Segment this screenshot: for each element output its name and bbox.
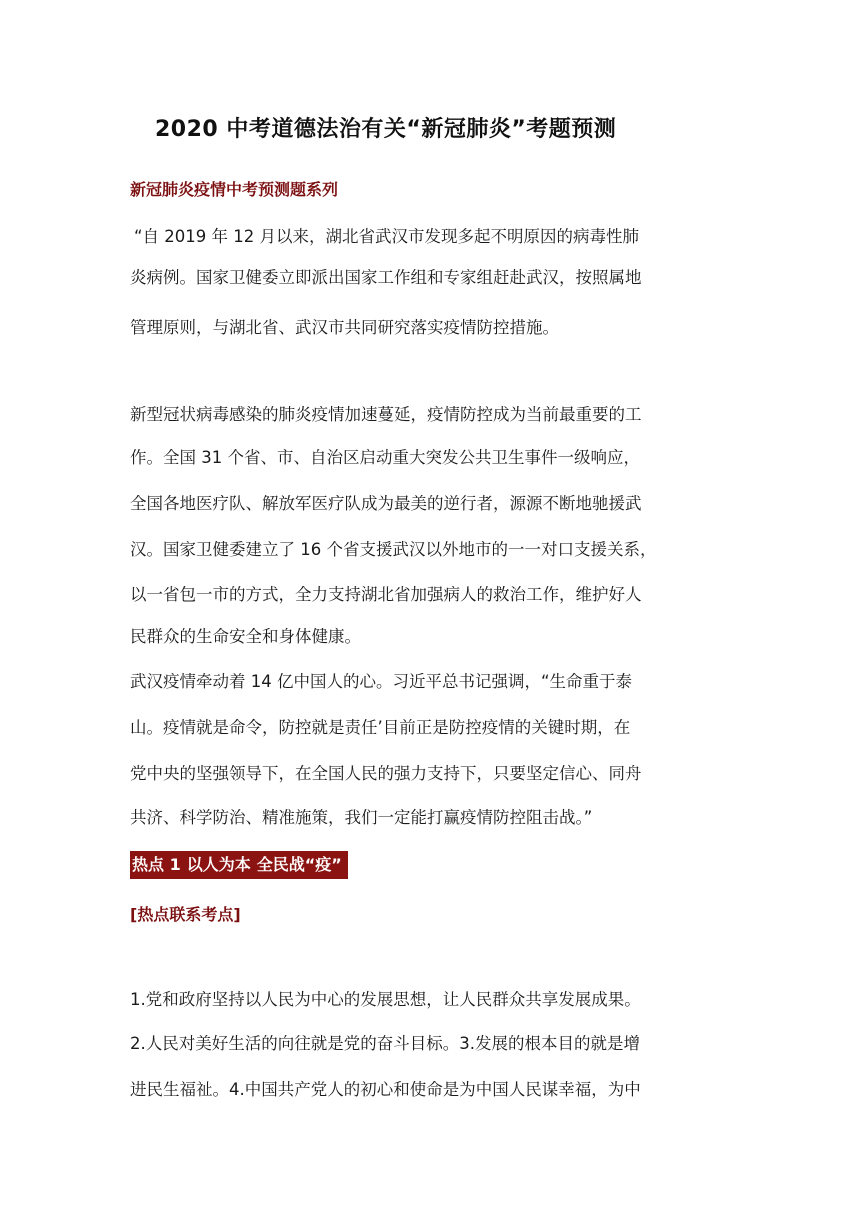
paragraph-2-line: 全国各地医疗队、解放军医疗队成为最美的逆行者，源源不断地驰援武 — [130, 494, 642, 513]
exam-point-line: 2.人民对美好生活的向往就是党的奋斗目标。3.发展的根本目的就是增 — [130, 1034, 640, 1053]
paragraph-1-line: “自 2019 年 12 月以来，湖北省武汉市发现多起不明原因的病毒性肺 — [134, 227, 640, 246]
paragraph-1-line: 炎病例。国家卫健委立即派出国家工作组和专家组赶赴武汉，按照属地 — [130, 268, 642, 287]
page-title: 2020 中考道德法治有关“新冠肺炎”考题预测 — [155, 117, 617, 142]
exam-point-line: 1.党和政府坚持以人民为中心的发展思想，让人民群众共享发展成果。 — [130, 990, 641, 1009]
paragraph-2-line: 新型冠状病毒感染的肺炎疫情加速蔓延，疫情防控成为当前最重要的工 — [130, 405, 642, 424]
paragraph-3-line: 武汉疫情牵动着 14 亿中国人的心。习近平总书记强调，“生命重于泰 — [130, 672, 633, 691]
paragraph-3-line: 党中央的坚强领导下，在全国人民的强力支持下，只要坚定信心、同舟 — [130, 764, 642, 783]
paragraph-2-line: 民群众的生命安全和身体健康。 — [130, 627, 361, 646]
section-subtitle: 新冠肺炎疫情中考预测题系列 — [130, 180, 339, 199]
hot-topic-part2: 全民战“疫” — [256, 855, 342, 874]
hot-topic-part1: 以人为本 — [186, 855, 251, 874]
paragraph-1-line: 管理原则，与湖北省、武汉市共同研究落实疫情防控措施。 — [130, 318, 559, 337]
paragraph-2-line: 以一省包一市的方式，全力支持湖北省加强病人的救治工作，维护好人 — [130, 585, 642, 604]
paragraph-2-line: 汉。国家卫健委建立了 16 个省支援武汉以外地市的一一对口支援关系， — [130, 540, 657, 559]
exam-point-line: 进民生福祉。4.中国共产党人的初心和使命是为中国人民谋幸福，为中 — [130, 1080, 641, 1099]
exam-link-heading: [热点联系考点] — [130, 905, 241, 924]
paragraph-3-line: 山。疫情就是命令，防控就是责任’目前正是防控疫情的关键时期，在 — [130, 718, 631, 737]
hot-topic-banner — [130, 851, 348, 879]
paragraph-3-line: 共济、科学防治、精准施策，我们一定能打赢疫情防控阻击战。” — [130, 808, 593, 827]
paragraph-2-line: 作。全国 31 个省、市、自治区启动重大突发公共卫生事件一级响应， — [130, 448, 640, 467]
hot-topic-label: 热点 1 — [132, 855, 181, 874]
